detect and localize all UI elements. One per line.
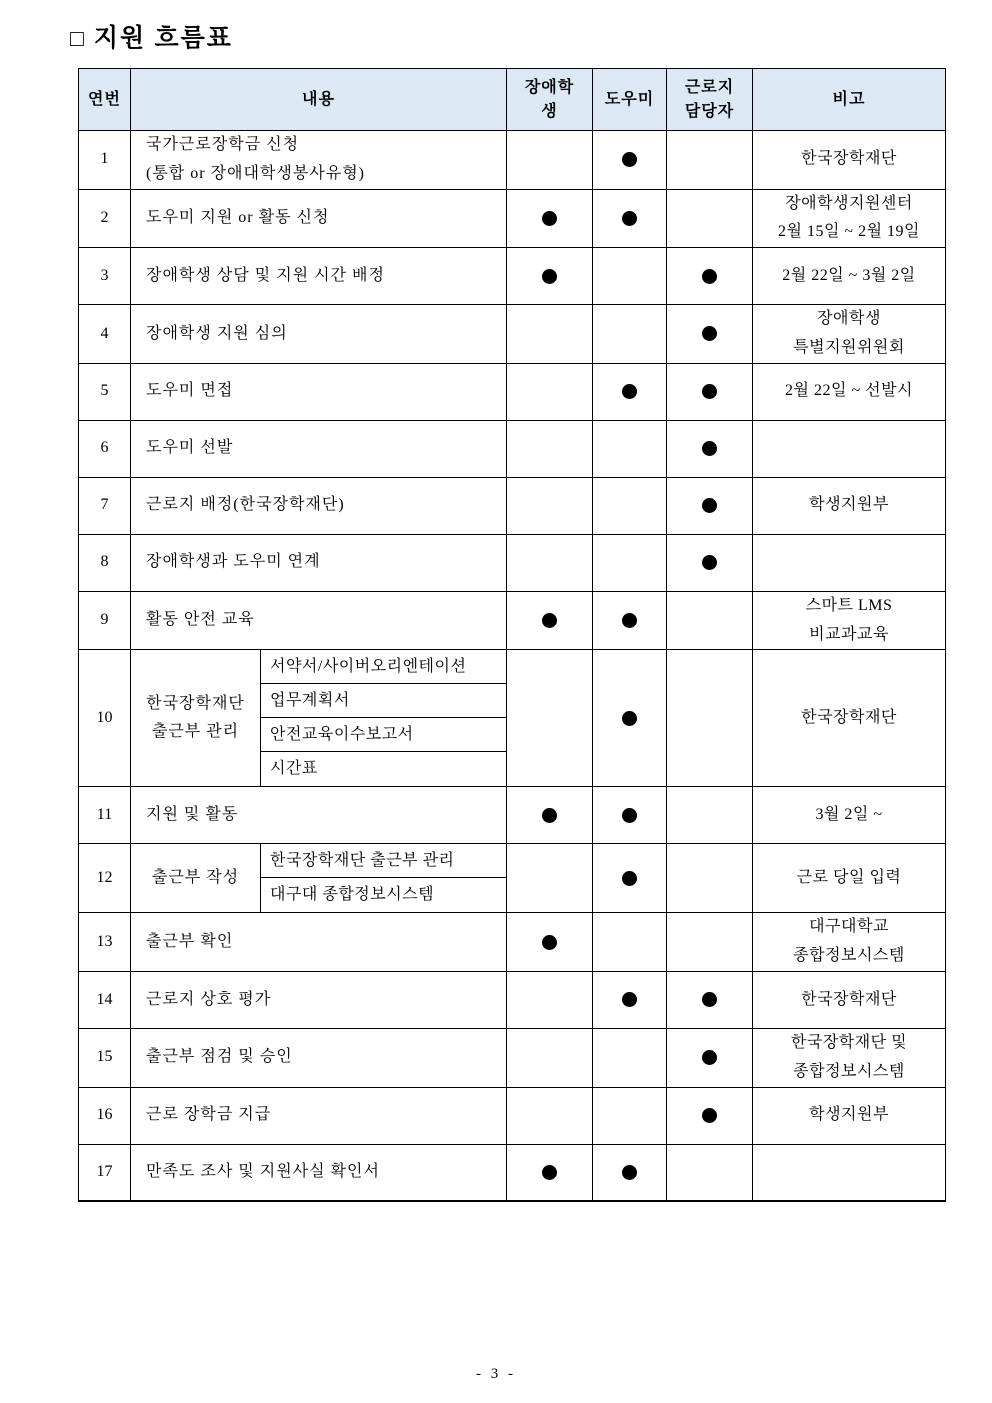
page-title-text: 지원 흐름표 [93, 25, 233, 52]
row-remarks: 2월 22일 ~ 3월 2일 [753, 248, 946, 305]
filled-dot-icon [622, 711, 637, 726]
row-number: 8 [79, 534, 131, 591]
filled-dot-icon [622, 152, 637, 167]
filled-dot-icon [622, 992, 637, 1007]
table-row [79, 248, 946, 305]
table-row [79, 844, 946, 913]
col-header-student: 장애학 생 [507, 69, 593, 131]
filled-dot-icon [622, 1165, 637, 1180]
mark-cell-helper [593, 477, 667, 534]
mark-cell-helper [593, 1087, 667, 1144]
row-number: 14 [79, 971, 131, 1028]
mark-cell-student [507, 305, 593, 364]
table-row [79, 1028, 946, 1087]
mark-cell-helper [593, 971, 667, 1028]
row-remarks: 대구대학교 종합정보시스템 [753, 913, 946, 972]
row-number: 1 [79, 131, 131, 190]
mark-cell-student [507, 1028, 593, 1087]
sub-item: 업무계획서 [261, 684, 506, 718]
mark-cell-manager [667, 420, 753, 477]
row-content-subitems [261, 650, 507, 787]
row-remarks [753, 420, 946, 477]
mark-cell-helper [593, 248, 667, 305]
row-content: 도우미 면접 [131, 363, 507, 420]
mark-cell-manager [667, 1028, 753, 1087]
mark-cell-manager [667, 787, 753, 844]
mark-cell-manager [667, 189, 753, 248]
mark-cell-manager [667, 650, 753, 787]
row-remarks [753, 1144, 946, 1201]
row-number: 4 [79, 305, 131, 364]
filled-dot-icon [702, 1050, 717, 1065]
sub-item: 대구대 종합정보시스템 [270, 886, 435, 904]
row-remarks [753, 534, 946, 591]
mark-cell-student [507, 131, 593, 190]
table-row [79, 913, 946, 972]
mark-cell-student [507, 913, 593, 972]
row-remarks: 3월 2일 ~ [753, 787, 946, 844]
filled-dot-icon [702, 384, 717, 399]
row-remarks: 학생지원부 [753, 1087, 946, 1144]
table-row [79, 189, 946, 248]
mark-cell-helper [593, 1028, 667, 1087]
table-row [79, 1144, 946, 1201]
mark-cell-student [507, 363, 593, 420]
mark-cell-student [507, 477, 593, 534]
row-content: 만족도 조사 및 지원사실 확인서 [131, 1144, 507, 1201]
mark-cell-student [507, 420, 593, 477]
table-row [79, 591, 946, 650]
row-number: 3 [79, 248, 131, 305]
mark-cell-student [507, 248, 593, 305]
row-content: 도우미 지원 or 활동 신청 [131, 189, 507, 248]
row-content: 출근부 확인 [131, 913, 507, 972]
row-content: 출근부 점검 및 승인 [131, 1028, 507, 1087]
filled-dot-icon [542, 613, 557, 628]
page-number: - 3 - [476, 1366, 516, 1382]
col-header-no: 연번 [79, 69, 131, 131]
table-row [79, 420, 946, 477]
table-row [79, 787, 946, 844]
mark-cell-student [507, 971, 593, 1028]
mark-cell-student [507, 787, 593, 844]
mark-cell-helper [593, 131, 667, 190]
mark-cell-manager [667, 477, 753, 534]
table-row [79, 1087, 946, 1144]
col-header-content: 내용 [131, 69, 507, 131]
page-title [70, 18, 233, 54]
mark-cell-student [507, 534, 593, 591]
row-number: 12 [79, 844, 131, 913]
mark-cell-helper [593, 363, 667, 420]
mark-cell-manager [667, 913, 753, 972]
mark-cell-helper [593, 913, 667, 972]
mark-cell-manager [667, 363, 753, 420]
filled-dot-icon [622, 808, 637, 823]
mark-cell-manager [667, 248, 753, 305]
sub-item: 시간표 [270, 760, 318, 778]
table-row [79, 131, 946, 190]
filled-dot-icon [622, 871, 637, 886]
mark-cell-helper [593, 1144, 667, 1201]
row-remarks: 2월 22일 ~ 선발시 [753, 363, 946, 420]
mark-cell-manager [667, 844, 753, 913]
filled-dot-icon [702, 498, 717, 513]
row-number: 5 [79, 363, 131, 420]
sub-item: 안전교육이수보고서 [261, 718, 506, 752]
row-number: 6 [79, 420, 131, 477]
table-row [79, 363, 946, 420]
row-content-subitems [261, 844, 507, 913]
mark-cell-manager [667, 534, 753, 591]
mark-cell-helper [593, 534, 667, 591]
mark-cell-student [507, 844, 593, 913]
mark-cell-manager [667, 971, 753, 1028]
filled-dot-icon [622, 211, 637, 226]
filled-dot-icon [702, 555, 717, 570]
row-content: 근로지 상호 평가 [131, 971, 507, 1028]
filled-dot-icon [702, 441, 717, 456]
table-header-row [79, 69, 946, 131]
row-content: 장애학생 상담 및 지원 시간 배정 [131, 248, 507, 305]
support-flow-table [78, 68, 946, 1202]
mark-cell-student [507, 591, 593, 650]
row-remarks: 스마트 LMS 비교과교육 [753, 591, 946, 650]
mark-cell-manager [667, 305, 753, 364]
mark-cell-helper [593, 189, 667, 248]
row-number: 7 [79, 477, 131, 534]
mark-cell-helper [593, 650, 667, 787]
filled-dot-icon [702, 269, 717, 284]
row-number: 10 [79, 650, 131, 787]
table-row [79, 534, 946, 591]
mark-cell-manager [667, 1087, 753, 1144]
table-row [79, 305, 946, 364]
row-number: 15 [79, 1028, 131, 1087]
row-remarks: 한국장학재단 [753, 650, 946, 787]
table-body [79, 131, 946, 1202]
row-number: 2 [79, 189, 131, 248]
row-remarks: 학생지원부 [753, 477, 946, 534]
filled-dot-icon [542, 1165, 557, 1180]
col-header-remarks: 비고 [753, 69, 946, 131]
mark-cell-helper [593, 844, 667, 913]
table-row [79, 971, 946, 1028]
filled-dot-icon [542, 935, 557, 950]
mark-cell-student [507, 650, 593, 787]
row-content: 국가근로장학금 신청 (통합 or 장애대학생봉사유형) [131, 131, 507, 190]
row-content: 근로 장학금 지급 [131, 1087, 507, 1144]
row-remarks: 한국장학재단 [753, 971, 946, 1028]
row-number: 13 [79, 913, 131, 972]
square-bullet-icon: □ [70, 26, 84, 51]
row-number: 16 [79, 1087, 131, 1144]
filled-dot-icon [622, 384, 637, 399]
row-content-label: 한국장학재단 출근부 관리 [131, 650, 261, 787]
row-content-label: 출근부 작성 [131, 844, 261, 913]
row-remarks: 한국장학재단 및 종합정보시스템 [753, 1028, 946, 1087]
table-row [79, 650, 946, 787]
mark-cell-manager [667, 591, 753, 650]
row-remarks: 근로 당일 입력 [753, 844, 946, 913]
col-header-manager: 근로지 담당자 [667, 69, 753, 131]
filled-dot-icon [542, 808, 557, 823]
sub-item: 한국장학재단 출근부 관리 [261, 844, 506, 878]
row-content: 지원 및 활동 [131, 787, 507, 844]
filled-dot-icon [702, 992, 717, 1007]
mark-cell-manager [667, 131, 753, 190]
row-content: 활동 안전 교육 [131, 591, 507, 650]
row-number: 9 [79, 591, 131, 650]
mark-cell-student [507, 189, 593, 248]
filled-dot-icon [702, 1108, 717, 1123]
mark-cell-helper [593, 420, 667, 477]
sub-item: 서약서/사이버오리엔테이션 [261, 650, 506, 684]
mark-cell-helper [593, 787, 667, 844]
mark-cell-student [507, 1087, 593, 1144]
filled-dot-icon [542, 211, 557, 226]
table-row [79, 477, 946, 534]
row-content: 장애학생과 도우미 연계 [131, 534, 507, 591]
row-content: 장애학생 지원 심의 [131, 305, 507, 364]
mark-cell-student [507, 1144, 593, 1201]
row-remarks: 장애학생 특별지원위원회 [753, 305, 946, 364]
row-remarks: 한국장학재단 [753, 131, 946, 190]
mark-cell-helper [593, 591, 667, 650]
filled-dot-icon [702, 326, 717, 341]
row-number: 11 [79, 787, 131, 844]
row-content: 도우미 선발 [131, 420, 507, 477]
mark-cell-helper [593, 305, 667, 364]
row-remarks: 장애학생지원센터 2월 15일 ~ 2월 19일 [753, 189, 946, 248]
mark-cell-manager [667, 1144, 753, 1201]
filled-dot-icon [622, 613, 637, 628]
row-number: 17 [79, 1144, 131, 1201]
col-header-helper: 도우미 [593, 69, 667, 131]
row-content: 근로지 배정(한국장학재단) [131, 477, 507, 534]
filled-dot-icon [542, 269, 557, 284]
